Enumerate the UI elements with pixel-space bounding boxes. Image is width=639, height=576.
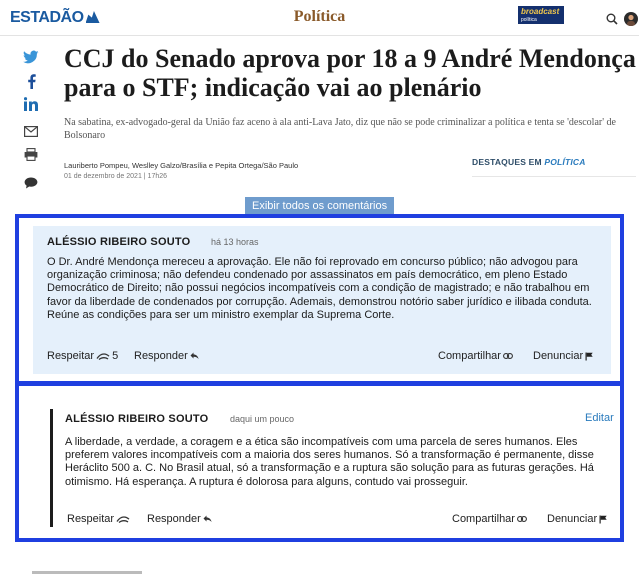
broadcast-label: broadcast xyxy=(521,7,560,16)
share-label: Compartilhar xyxy=(438,350,501,362)
destaques-section[interactable]: POLÍTICA xyxy=(544,157,586,167)
comment-body: O Dr. André Mendonça mereceu a aprovação. Ele não foi reprovado em concurso público; não advogou para organização criminosa; não defendeu condenado por assassinatos em país democrático, em pleno Estado Democrático de Direito; não possui negócios incompatíveis com a condição de magistrado; e não trabalhou em favor da liberdade de condenados por corrupção. Ademais, demonstrou notório saber jurídico e ilibada conduta. Reúne as condições para ser um ministro exemplar da Suprema Corte. xyxy=(47,256,592,321)
broadcast-sublabel: política xyxy=(521,17,537,23)
respect-count: 5 xyxy=(112,350,119,362)
comment-author[interactable]: ALÉSSIO RIBEIRO SOUTO xyxy=(47,236,191,248)
comment-author[interactable]: ALÉSSIO RIBEIRO SOUTO xyxy=(65,413,209,425)
comments-icon[interactable] xyxy=(20,172,42,194)
edit-comment-link[interactable]: Editar xyxy=(585,412,614,424)
broadcast-badge[interactable] xyxy=(518,6,564,24)
reply-label: Responder xyxy=(147,513,201,525)
article-dek: Na sabatina, ex-advogado-geral da União faz aceno à ala anti-Lava Jato, diz que não se pode criminalizar a política e tenta se 'descolar' de Bolsonaro xyxy=(64,117,616,141)
top-bar xyxy=(0,0,639,36)
logo-mark-icon xyxy=(86,11,100,23)
destaques-divider xyxy=(472,176,636,177)
highlight-frame-comment-2 xyxy=(15,382,624,542)
logo-text: ESTADÃO xyxy=(10,9,84,26)
respect-label: Respeitar xyxy=(67,513,115,525)
comment-time: há 13 horas xyxy=(211,237,259,247)
linkedin-icon[interactable] xyxy=(20,93,42,115)
comment-time: daqui um pouco xyxy=(230,414,295,424)
user-avatar-icon[interactable] xyxy=(624,12,638,26)
destaques-prefix: DESTAQUES EM xyxy=(472,157,542,167)
report-label: Denunciar xyxy=(533,350,584,362)
report-label: Denunciar xyxy=(547,513,598,525)
article-headline: CCJ do Senado aprova por 18 a 9 André Mendonça para o STF; indicação vai ao plenário xyxy=(64,44,636,102)
estadao-logo[interactable] xyxy=(10,9,100,27)
print-icon[interactable] xyxy=(20,143,42,165)
next-content-hint xyxy=(32,571,142,574)
reply-label: Responder xyxy=(134,350,188,362)
share-label: Compartilhar xyxy=(452,513,515,525)
destaques-heading xyxy=(472,157,586,167)
email-icon[interactable] xyxy=(20,120,42,142)
search-icon[interactable] xyxy=(606,13,618,25)
section-title: Política xyxy=(293,8,346,25)
article-byline: Lauriberto Pompeu, Weslley Galzo/Brasília e Pepita Ortega/São Paulo xyxy=(64,161,299,170)
show-all-comments-button[interactable]: Exibir todos os comentários xyxy=(245,197,394,215)
respect-label: Respeitar xyxy=(47,350,95,362)
twitter-icon[interactable] xyxy=(20,46,42,68)
highlight-frame-comment-1 xyxy=(15,214,624,385)
facebook-icon[interactable] xyxy=(20,70,42,92)
comment-body: A liberdade, a verdade, a coragem e a ética são incompatíveis com uma parcela de seres humanos. Eles preferem valores incompatíveis com a maioria dos seres humanos. Só a transformação é permanente, disse Heráclito 500 a. C. No Brasil atual, só a transformação e a ruptura são solução para as futuras gerações. Há otimismo. Há esperança. A ruptura é dolorosa para alguns, contudo vai prosseguir. xyxy=(65,436,594,488)
article-date: 01 de dezembro de 2021 | 17h26 xyxy=(64,173,168,180)
